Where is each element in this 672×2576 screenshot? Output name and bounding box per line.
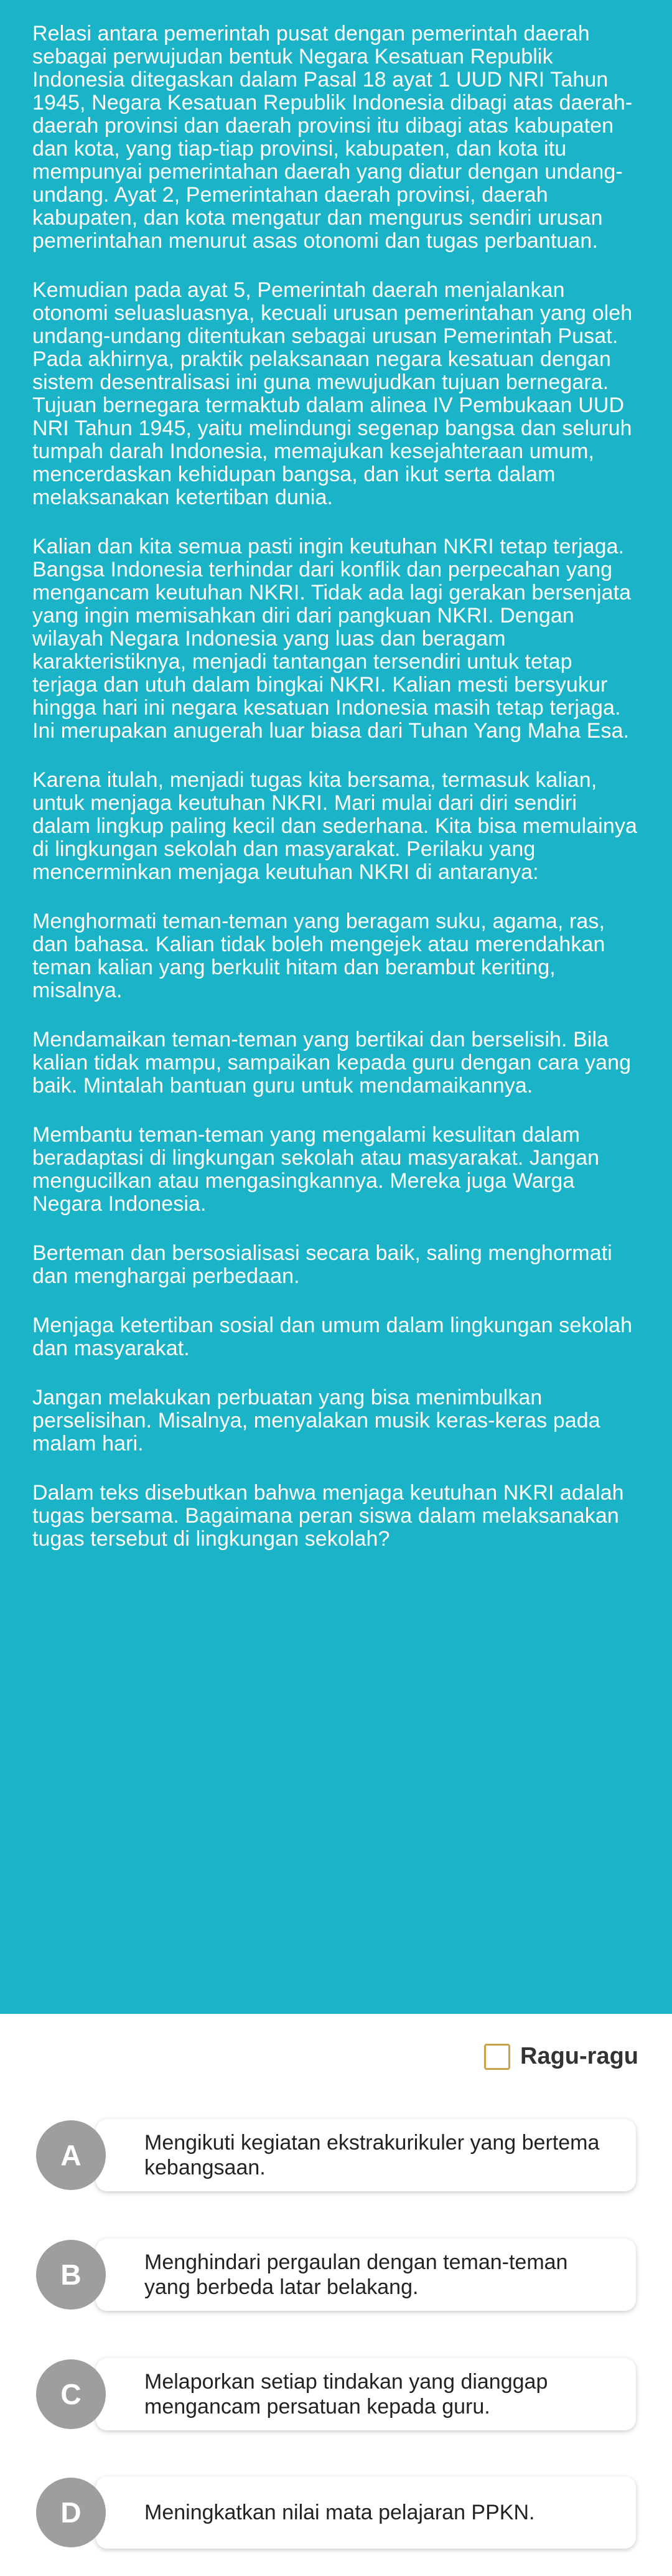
question-paragraph: Menghormati teman-teman yang beragam suku, agama, ras, dan bahasa. Kalian tidak boleh mengejek atau merendahkan teman kalian yang berkulit hitam dan berambut keriting, misalnya. xyxy=(32,910,605,1002)
question-paragraph: Kalian dan kita semua pasti ingin keutuhan NKRI tetap terjaga. Bangsa Indonesia terhindar dari konflik dan perpecahan yang mengancam keutuhan NKRI. Tidak ada lagi gerakan bersenjata yang ingin memisahkan diri dari pangkuan NKRI. Dengan wilayah Negara Indonesia yang luas dan beragam karakteristiknya, menjadi tantangan tersendiri untuk tetap terjaga dan utuh dalam bingkai NKRI. Kalian mesti bersyukur hingga hari ini negara kesatuan Indonesia masih tetap terjaga. Ini merupakan anugerah luar biasa dari Tuhan Yang Maha Esa. xyxy=(32,535,632,743)
option-text[interactable]: Menghindari pergaulan dengan teman-teman yang berbeda latar belakang. xyxy=(96,2239,636,2311)
question-paragraph: Mendamaikan teman-teman yang bertikai dan berselisih. Bila kalian tidak mampu, sampaikan kepada guru dengan cara yang baik. Mintalah bantuan guru untuk mendamaikannya. xyxy=(32,1028,632,1098)
option-text[interactable]: Meningkatkan nilai mata pelajaran PPKN. xyxy=(96,2476,636,2549)
question-paragraph: Menjaga ketertiban sosial dan umum dalam lingkungan sekolah dan masyarakat. xyxy=(32,1314,633,1360)
doubt-checkbox[interactable] xyxy=(484,2044,510,2070)
option-text[interactable]: Mengikuti kegiatan ekstrakurikuler yang bertema kebangsaan. xyxy=(96,2119,636,2191)
answer-option-a[interactable] xyxy=(36,2119,636,2191)
answer-option-d[interactable] xyxy=(36,2476,636,2549)
answer-option-b[interactable] xyxy=(36,2239,636,2311)
question-paragraph: Kemudian pada ayat 5, Pemerintah daerah menjalankan otonomi seluasluasnya, kecuali urusan pemerintahan yang oleh undang-undang ditentukan sebagai urusan Pemerintah Pusat. Pada akhirnya, praktik pelaksanaan negara kesatuan dengan sistem desentralisasi ini guna mewujudkan tujuan bernegara. Tujuan bernegara termaktub dalam alinea IV Pembukaan UUD NRI Tahun 1945, yaitu melindungi segenap bangsa dan seluruh tumpah darah Indonesia, memajukan kesejahteraan umum, mencerdaskan kehidupan bangsa, dan ikut serta dalam melaksanakan ketertiban dunia. xyxy=(32,278,633,509)
question-paragraph: Membantu teman-teman yang mengalami kesulitan dalam beradaptasi di lingkungan sekolah atau masyarakat. Jangan mengucilkan atau mengasingkannya. Mereka juga Warga Negara Indonesia. xyxy=(32,1123,600,1216)
question-paragraph: Relasi antara pemerintah pusat dengan pemerintah daerah sebagai perwujudan bentuk Negara Kesatuan Republik Indonesia ditegaskan dalam Pasal 18 ayat 1 UUD NRI Tahun 1945, Negara Kesatuan Republik Indonesia dibagi atas daerah-daerah provinsi dan daerah provinsi itu dibagi atas kabupaten dan kota, yang tiap-tiap provinsi, kabupaten, dan kota itu mempunyai pemerintahan daerah yang diatur dengan undang-undang. Ayat 2, Pemerintahan daerah provinsi, daerah kabupaten, dan kota mengatur dan mengurus sendiri urusan pemerintahan menurut asas otonomi dan tugas perbantuan. xyxy=(32,22,633,253)
option-letter-badge[interactable]: D xyxy=(36,2478,106,2547)
question-paragraph: Jangan melakukan perbuatan yang bisa menimbulkan perselisihan. Misalnya, menyalakan musik keras-keras pada malam hari. xyxy=(32,1386,600,1455)
question-paragraph: Berteman dan bersosialisasi secara baik, saling menghormati dan menghargai perbedaan. xyxy=(32,1241,612,1288)
question-prompt: Dalam teks disebutkan bahwa menjaga keutuhan NKRI adalah tugas bersama. Bagaimana peran siswa dalam melaksanakan tugas tersebut di lingkungan sekolah? xyxy=(32,1481,624,1551)
doubt-toggle[interactable] xyxy=(484,2043,638,2070)
option-letter-badge[interactable]: A xyxy=(36,2120,106,2190)
answer-option-c[interactable] xyxy=(36,2358,636,2430)
option-text[interactable]: Melaporkan setiap tindakan yang dianggap mengancam persatuan kepada guru. xyxy=(96,2358,636,2430)
option-letter-badge[interactable]: B xyxy=(36,2240,106,2310)
option-letter-badge[interactable]: C xyxy=(36,2359,106,2429)
doubt-label: Ragu-ragu xyxy=(520,2043,638,2069)
question-paragraph: Karena itulah, menjadi tugas kita bersama, termasuk kalian, untuk menjaga keutuhan NKRI. Mari mulai dari diri sendiri dalam lingkup paling kecil dan sederhana. Kita bisa memulainya di lingkungan sekolah dan masyarakat. Perilaku yang mencerminkan menjaga keutuhan NKRI di antaranya: xyxy=(32,768,637,884)
